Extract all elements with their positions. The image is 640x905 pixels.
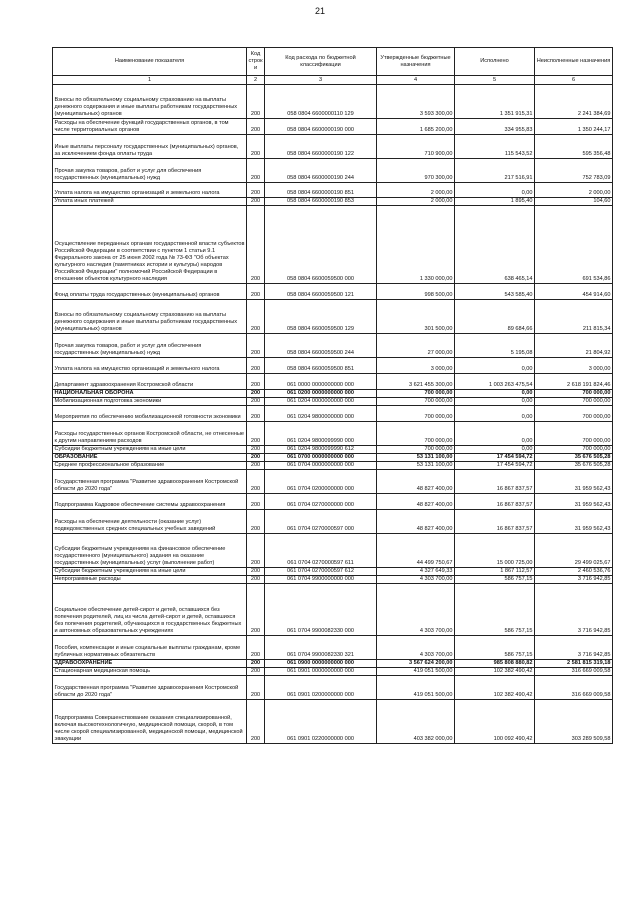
row-approved-cell: 4 303 700,00 xyxy=(377,576,455,584)
row-unexecuted-cell: 29 499 025,67 xyxy=(535,534,613,568)
row-name-cell: Взносы по обязательному социальному страхованию на выплаты денежного содержания и иные выплаты работникам государственных (муниципальных) органов xyxy=(53,300,247,334)
row-name-cell: Расходы на обеспечение функций государственных органов, в том числе территориальных органов xyxy=(53,119,247,135)
row-approved-cell: 2 000,00 xyxy=(377,183,455,198)
table-row xyxy=(53,374,613,390)
row-approved-cell: 53 131 100,00 xyxy=(377,454,455,462)
row-name-cell: Осуществление переданных органам государственной власти субъектов Российской Федерации в соответствии с пунктом 1 статьи 9.1 Федерального закона от 25 июня 2002 года № 73-ФЗ "Об объектах культурного наследия (памятниках истории и культуры) народов Российской Федерации" полномочий Российской Федерации в отношении объектов культурного наследия xyxy=(53,206,247,284)
row-approved-cell: 53 131 100,00 xyxy=(377,462,455,470)
row-name-cell: Пособия, компенсации и иные социальные выплаты гражданам, кроме публичных нормативных обязательств xyxy=(53,636,247,660)
row-approved-cell: 700 000,00 xyxy=(377,398,455,406)
row-approved-cell: 4 303 700,00 xyxy=(377,636,455,660)
row-class-code-cell: 061 0901 0200000000 000 xyxy=(265,676,377,700)
header-unexecuted: Неисполненные назначения xyxy=(535,48,613,76)
row-name-cell: Субсидии бюджетным учреждениям на иные цели xyxy=(53,446,247,454)
row-code-cell: 200 xyxy=(247,358,265,374)
row-code-cell: 200 xyxy=(247,470,265,494)
header-code: Код строк и xyxy=(247,48,265,76)
table-row xyxy=(53,198,613,206)
row-class-code-cell: 061 0901 0000000000 000 xyxy=(265,668,377,676)
column-number-row xyxy=(53,76,613,85)
row-class-code-cell: 058 0804 6600000190 851 xyxy=(265,183,377,198)
row-approved-cell: 48 827 400,00 xyxy=(377,494,455,510)
row-class-code-cell: 061 0700 0000000000 000 xyxy=(265,454,377,462)
row-name-cell: Прочая закупка товаров, работ и услуг для обеспечения государственных (муниципальных) нужд xyxy=(53,334,247,358)
row-executed-cell: 17 454 594,72 xyxy=(455,462,535,470)
row-approved-cell: 419 051 500,00 xyxy=(377,676,455,700)
row-name-cell: НАЦИОНАЛЬНАЯ ОБОРОНА xyxy=(53,390,247,398)
row-class-code-cell: 058 0804 6600000190 244 xyxy=(265,159,377,183)
row-executed-cell: 5 195,08 xyxy=(455,334,535,358)
row-name-cell: ЗДРАВООХРАНЕНИЕ xyxy=(53,660,247,668)
header-executed: Исполнено xyxy=(455,48,535,76)
row-unexecuted-cell: 31 959 562,43 xyxy=(535,494,613,510)
row-name-cell: Государственная программа "Развитие здравоохранения Костромской области до 2020 года" xyxy=(53,676,247,700)
row-unexecuted-cell: 700 000,00 xyxy=(535,406,613,422)
row-code-cell: 200 xyxy=(247,398,265,406)
row-executed-cell: 16 867 837,57 xyxy=(455,494,535,510)
table-body xyxy=(53,85,613,744)
row-code-cell: 200 xyxy=(247,390,265,398)
row-approved-cell: 2 000,00 xyxy=(377,198,455,206)
row-unexecuted-cell: 595 356,48 xyxy=(535,135,613,159)
row-class-code-cell: 061 0704 9900082330 000 xyxy=(265,584,377,636)
row-unexecuted-cell: 691 534,86 xyxy=(535,206,613,284)
row-approved-cell: 3 567 624 200,00 xyxy=(377,660,455,668)
row-name-cell: Среднее профессиональное образование xyxy=(53,462,247,470)
row-executed-cell: 0,00 xyxy=(455,446,535,454)
row-code-cell: 200 xyxy=(247,284,265,300)
row-class-code-cell: 058 0804 6600000190 000 xyxy=(265,119,377,135)
row-code-cell: 200 xyxy=(247,700,265,744)
row-executed-cell: 89 684,66 xyxy=(455,300,535,334)
row-executed-cell: 102 382 490,42 xyxy=(455,668,535,676)
column-number: 6 xyxy=(535,76,613,85)
table-row xyxy=(53,700,613,744)
column-number: 2 xyxy=(247,76,265,85)
row-unexecuted-cell: 316 669 009,58 xyxy=(535,676,613,700)
row-name-cell: Стационарная медицинская помощь xyxy=(53,668,247,676)
table-row xyxy=(53,584,613,636)
row-code-cell: 200 xyxy=(247,446,265,454)
table-row xyxy=(53,568,613,576)
row-class-code-cell: 058 0804 6600059500 121 xyxy=(265,284,377,300)
row-executed-cell: 0,00 xyxy=(455,358,535,374)
row-name-cell: Уплата иных платежей xyxy=(53,198,247,206)
row-approved-cell: 3 593 300,00 xyxy=(377,85,455,119)
row-name-cell: Социальное обеспечение детей-сирот и детей, оставшихся без попечения родителей, лиц из числа детей-сирот и детей, оставшихся без попечения родителей, обучающихся в государственных бюджетных и автономных образовательных учреждениях xyxy=(53,584,247,636)
table-row xyxy=(53,676,613,700)
row-class-code-cell: 061 0704 0270000000 000 xyxy=(265,494,377,510)
row-name-cell: Мобилизационная подготовка экономики xyxy=(53,398,247,406)
row-name-cell: Иные выплаты персоналу государственных (муниципальных) органов, за исключением фонда оплаты труда xyxy=(53,135,247,159)
table-row xyxy=(53,206,613,284)
budget-execution-table xyxy=(52,47,613,744)
row-executed-cell: 0,00 xyxy=(455,183,535,198)
row-executed-cell: 17 454 594,72 xyxy=(455,454,535,462)
table-row xyxy=(53,390,613,398)
row-class-code-cell: 061 0704 9900000000 000 xyxy=(265,576,377,584)
row-code-cell: 200 xyxy=(247,300,265,334)
row-code-cell: 200 xyxy=(247,676,265,700)
row-executed-cell: 16 867 837,57 xyxy=(455,510,535,534)
column-number: 3 xyxy=(265,76,377,85)
row-class-code-cell: 058 0804 6600000110 129 xyxy=(265,85,377,119)
page-number: 21 xyxy=(314,6,325,16)
row-executed-cell: 586 757,15 xyxy=(455,584,535,636)
column-number: 1 xyxy=(53,76,247,85)
row-approved-cell: 403 382 000,00 xyxy=(377,700,455,744)
row-class-code-cell: 061 0704 0000000000 000 xyxy=(265,462,377,470)
header-row xyxy=(53,48,613,76)
row-unexecuted-cell: 31 959 562,43 xyxy=(535,470,613,494)
row-unexecuted-cell: 2 581 815 319,18 xyxy=(535,660,613,668)
row-executed-cell: 0,00 xyxy=(455,390,535,398)
row-approved-cell: 4 303 700,00 xyxy=(377,584,455,636)
row-approved-cell: 998 500,00 xyxy=(377,284,455,300)
row-executed-cell: 586 757,15 xyxy=(455,636,535,660)
row-unexecuted-cell: 211 815,34 xyxy=(535,300,613,334)
row-unexecuted-cell: 2 460 536,76 xyxy=(535,568,613,576)
row-class-code-cell: 061 0704 0270000597 612 xyxy=(265,568,377,576)
row-code-cell: 200 xyxy=(247,510,265,534)
row-code-cell: 200 xyxy=(247,334,265,358)
row-class-code-cell: 058 0804 6600059500 851 xyxy=(265,358,377,374)
row-name-cell: Мероприятия по обеспечению мобилизационной готовности экономики xyxy=(53,406,247,422)
row-class-code-cell: 058 0804 6600059500 000 xyxy=(265,206,377,284)
row-unexecuted-cell: 35 676 505,28 xyxy=(535,454,613,462)
row-unexecuted-cell: 316 669 009,58 xyxy=(535,668,613,676)
row-code-cell: 200 xyxy=(247,119,265,135)
row-approved-cell: 970 300,00 xyxy=(377,159,455,183)
row-name-cell: Уплата налога на имущество организаций и земельного налога xyxy=(53,183,247,198)
row-class-code-cell: 061 0204 9800000000 000 xyxy=(265,406,377,422)
row-class-code-cell: 061 0204 0000000000 000 xyxy=(265,398,377,406)
table-row xyxy=(53,462,613,470)
table-row xyxy=(53,334,613,358)
row-unexecuted-cell: 1 350 244,17 xyxy=(535,119,613,135)
row-name-cell: Уплата налога на имущество организаций и земельного налога xyxy=(53,358,247,374)
row-code-cell: 200 xyxy=(247,454,265,462)
row-executed-cell: 100 092 490,42 xyxy=(455,700,535,744)
row-executed-cell: 115 543,52 xyxy=(455,135,535,159)
row-approved-cell: 700 000,00 xyxy=(377,422,455,446)
row-executed-cell: 1 003 263 475,54 xyxy=(455,374,535,390)
row-executed-cell: 1 895,40 xyxy=(455,198,535,206)
table-row xyxy=(53,85,613,119)
row-unexecuted-cell: 700 000,00 xyxy=(535,398,613,406)
row-approved-cell: 48 827 400,00 xyxy=(377,470,455,494)
row-unexecuted-cell: 35 676 505,28 xyxy=(535,462,613,470)
row-unexecuted-cell: 2 241 384,69 xyxy=(535,85,613,119)
row-unexecuted-cell: 303 289 509,58 xyxy=(535,700,613,744)
row-name-cell: Подпрограмма Совершенствование оказания специализированной, включая высокотехнологичную, медицинской помощи, скорой, в том числе скорой специализированной, медицинской помощи, медицинской эвакуации xyxy=(53,700,247,744)
table-row xyxy=(53,446,613,454)
row-name-cell: Государственная программа "Развитие здравоохранения Костромской области до 2020 года" xyxy=(53,470,247,494)
row-name-cell: Прочая закупка товаров, работ и услуг для обеспечения государственных (муниципальных) нужд xyxy=(53,159,247,183)
table-row xyxy=(53,454,613,462)
row-unexecuted-cell: 104,60 xyxy=(535,198,613,206)
row-unexecuted-cell: 700 000,00 xyxy=(535,446,613,454)
row-class-code-cell: 061 0000 0000000000 000 xyxy=(265,374,377,390)
row-executed-cell: 15 000 725,00 xyxy=(455,534,535,568)
row-class-code-cell: 061 0901 0220000000 000 xyxy=(265,700,377,744)
row-executed-cell: 586 757,15 xyxy=(455,576,535,584)
row-class-code-cell: 058 0804 6600000190 853 xyxy=(265,198,377,206)
table-row xyxy=(53,119,613,135)
row-executed-cell: 1 867 112,57 xyxy=(455,568,535,576)
row-approved-cell: 3 000,00 xyxy=(377,358,455,374)
table-row xyxy=(53,470,613,494)
row-executed-cell: 0,00 xyxy=(455,406,535,422)
header-name: Наименование показателя xyxy=(53,48,247,76)
header-approved: Утвержденные бюджетные назначения xyxy=(377,48,455,76)
row-code-cell: 200 xyxy=(247,183,265,198)
row-approved-cell: 710 900,00 xyxy=(377,135,455,159)
row-approved-cell: 700 000,00 xyxy=(377,390,455,398)
row-code-cell: 200 xyxy=(247,636,265,660)
row-class-code-cell: 061 0704 0270000597 611 xyxy=(265,534,377,568)
row-class-code-cell: 061 0900 0000000000 000 xyxy=(265,660,377,668)
row-approved-cell: 3 621 455 300,00 xyxy=(377,374,455,390)
row-unexecuted-cell: 3 716 942,85 xyxy=(535,576,613,584)
row-code-cell: 200 xyxy=(247,584,265,636)
row-class-code-cell: 061 0704 9900082330 321 xyxy=(265,636,377,660)
row-executed-cell: 1 351 915,31 xyxy=(455,85,535,119)
table-row xyxy=(53,358,613,374)
row-code-cell: 200 xyxy=(247,462,265,470)
row-code-cell: 200 xyxy=(247,159,265,183)
row-class-code-cell: 061 0204 9800099990 612 xyxy=(265,446,377,454)
row-unexecuted-cell: 3 716 942,85 xyxy=(535,584,613,636)
row-name-cell: Департамент здравоохранения Костромской области xyxy=(53,374,247,390)
row-approved-cell: 48 827 400,00 xyxy=(377,510,455,534)
table-row xyxy=(53,284,613,300)
table-row xyxy=(53,576,613,584)
row-approved-cell: 700 000,00 xyxy=(377,406,455,422)
row-unexecuted-cell: 700 000,00 xyxy=(535,422,613,446)
row-executed-cell: 334 955,83 xyxy=(455,119,535,135)
row-name-cell: Субсидии бюджетным учреждениям на иные цели xyxy=(53,568,247,576)
row-class-code-cell: 061 0200 0000000000 000 xyxy=(265,390,377,398)
row-code-cell: 200 xyxy=(247,576,265,584)
row-unexecuted-cell: 31 959 562,43 xyxy=(535,510,613,534)
row-code-cell: 200 xyxy=(247,406,265,422)
row-approved-cell: 301 500,00 xyxy=(377,300,455,334)
row-code-cell: 200 xyxy=(247,494,265,510)
column-number: 4 xyxy=(377,76,455,85)
table-row xyxy=(53,422,613,446)
row-executed-cell: 0,00 xyxy=(455,422,535,446)
row-name-cell: ОБРАЗОВАНИЕ xyxy=(53,454,247,462)
row-class-code-cell: 058 0804 6600059500 244 xyxy=(265,334,377,358)
row-approved-cell: 1 330 000,00 xyxy=(377,206,455,284)
row-code-cell: 200 xyxy=(247,198,265,206)
row-class-code-cell: 058 0804 6600000190 122 xyxy=(265,135,377,159)
row-unexecuted-cell: 752 783,09 xyxy=(535,159,613,183)
row-code-cell: 200 xyxy=(247,534,265,568)
row-unexecuted-cell: 3 000,00 xyxy=(535,358,613,374)
row-unexecuted-cell: 454 914,60 xyxy=(535,284,613,300)
row-name-cell: Непрограммные расходы xyxy=(53,576,247,584)
row-unexecuted-cell: 3 716 942,85 xyxy=(535,636,613,660)
row-name-cell: Взносы по обязательному социальному страхованию на выплаты денежного содержания и иные выплаты работникам государственных (муниципальных) органов xyxy=(53,85,247,119)
row-unexecuted-cell: 21 804,92 xyxy=(535,334,613,358)
row-code-cell: 200 xyxy=(247,668,265,676)
row-executed-cell: 16 867 837,57 xyxy=(455,470,535,494)
row-class-code-cell: 061 0704 0270000597 000 xyxy=(265,510,377,534)
table-row xyxy=(53,135,613,159)
row-approved-cell: 44 499 750,67 xyxy=(377,534,455,568)
table-row xyxy=(53,534,613,568)
row-code-cell: 200 xyxy=(247,85,265,119)
column-number: 5 xyxy=(455,76,535,85)
row-code-cell: 200 xyxy=(247,374,265,390)
table-row xyxy=(53,159,613,183)
header-class: Код расхода по бюджетной классификации xyxy=(265,48,377,76)
row-code-cell: 200 xyxy=(247,660,265,668)
row-approved-cell: 1 685 200,00 xyxy=(377,119,455,135)
row-approved-cell: 700 000,00 xyxy=(377,446,455,454)
row-name-cell: Расходы государственных органов Костромской области, не отнесенные к другим направлениям расходов xyxy=(53,422,247,446)
row-executed-cell: 217 516,91 xyxy=(455,159,535,183)
row-class-code-cell: 058 0804 6600059500 129 xyxy=(265,300,377,334)
row-executed-cell: 985 808 880,82 xyxy=(455,660,535,668)
row-class-code-cell: 061 0704 0200000000 000 xyxy=(265,470,377,494)
row-name-cell: Субсидии бюджетным учреждениям на финансовое обеспечение государственного (муниципального) задания на оказание государственных (муниципальных) услуг (выполнение работ) xyxy=(53,534,247,568)
table-row xyxy=(53,668,613,676)
row-executed-cell: 0,00 xyxy=(455,398,535,406)
table-row xyxy=(53,183,613,198)
row-code-cell: 200 xyxy=(247,422,265,446)
row-approved-cell: 419 051 500,00 xyxy=(377,668,455,676)
row-executed-cell: 543 585,40 xyxy=(455,284,535,300)
row-executed-cell: 638 465,14 xyxy=(455,206,535,284)
row-name-cell: Фонд оплаты труда государственных (муниципальных) органов xyxy=(53,284,247,300)
table-row xyxy=(53,494,613,510)
row-name-cell: Подпрограмма Кадровое обеспечение системы здравоохранения xyxy=(53,494,247,510)
table-row xyxy=(53,660,613,668)
row-class-code-cell: 061 0204 9800099990 000 xyxy=(265,422,377,446)
row-unexecuted-cell: 2 618 191 824,46 xyxy=(535,374,613,390)
table-row xyxy=(53,406,613,422)
row-code-cell: 200 xyxy=(247,206,265,284)
row-code-cell: 200 xyxy=(247,135,265,159)
row-code-cell: 200 xyxy=(247,568,265,576)
row-unexecuted-cell: 2 000,00 xyxy=(535,183,613,198)
table-row xyxy=(53,636,613,660)
table-row xyxy=(53,398,613,406)
row-name-cell: Расходы на обеспечение деятельности (оказание услуг) подведомственных средних специальных учебных заведений xyxy=(53,510,247,534)
table-row xyxy=(53,300,613,334)
row-approved-cell: 27 000,00 xyxy=(377,334,455,358)
row-unexecuted-cell: 700 000,00 xyxy=(535,390,613,398)
row-approved-cell: 4 327 649,33 xyxy=(377,568,455,576)
row-executed-cell: 102 382 490,42 xyxy=(455,676,535,700)
table-row xyxy=(53,510,613,534)
